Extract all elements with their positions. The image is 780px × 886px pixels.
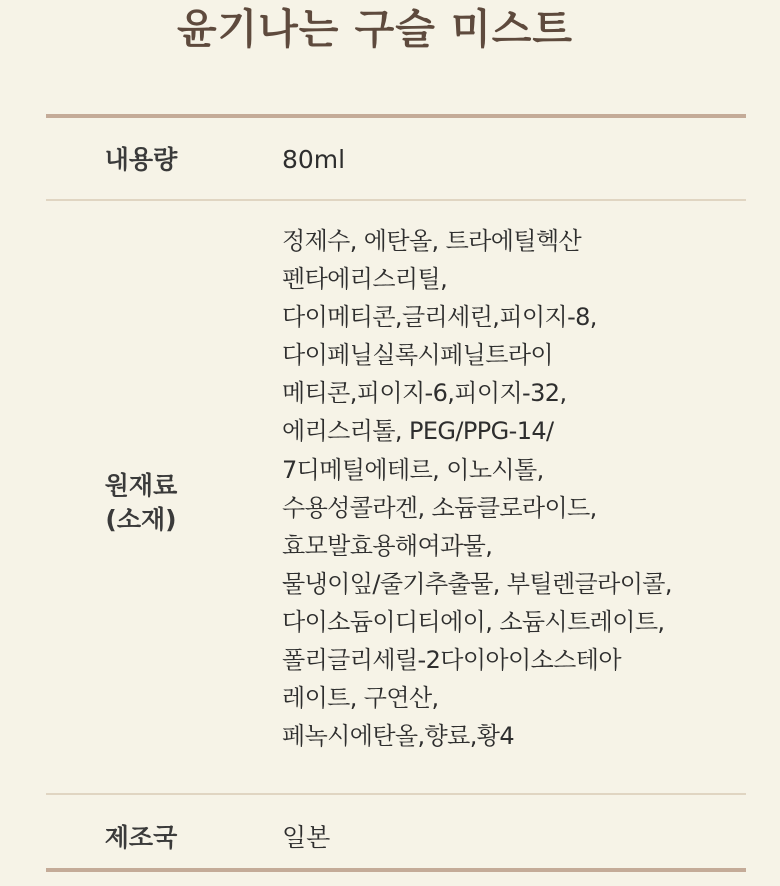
ingredient-line: 7디메틸에테르, 이노시톨,	[282, 455, 544, 484]
ingredient-line: 다이소듐이디티에이, 소듐시트레이트,	[282, 607, 665, 636]
ingredients-list	[282, 222, 752, 755]
volume-label: 내용량	[104, 145, 178, 174]
ingredient-line: 물냉이잎/줄기추출물, 부틸렌글라이콜,	[282, 569, 672, 598]
ingredients-label-line1: 원재료	[104, 471, 178, 500]
ingredients-label	[46, 469, 236, 537]
ingredients-label-line2: (소재)	[105, 505, 177, 534]
ingredient-line: 펜타에리스리틸,	[282, 265, 448, 294]
volume-value: 80ml	[282, 145, 346, 174]
ingredient-line: 효모발효용해여과물,	[282, 531, 493, 560]
ingredient-line: 페녹시에탄올,향료,황4	[282, 722, 514, 751]
row-divider-2	[46, 793, 746, 795]
table-bottom-border	[46, 868, 746, 872]
row-divider-1	[46, 199, 746, 201]
ingredient-line: 다이메티콘,글리세린,피이지-8,	[282, 303, 597, 332]
origin-value: 일본	[282, 823, 331, 852]
product-title: 윤기나는 구슬 미스트	[176, 5, 573, 53]
ingredient-line: 다이페닐실록시페닐트라이	[282, 341, 554, 370]
ingredient-line: 메티콘,피이지-6,피이지-32,	[282, 379, 567, 408]
origin-label: 제조국	[104, 823, 178, 852]
ingredient-line: 정제수, 에탄올, 트라에틸헥산	[282, 227, 582, 255]
ingredient-line: 에리스리톨, PEG/PPG-14/	[282, 417, 554, 446]
table-top-border	[46, 114, 746, 118]
ingredient-line: 레이트, 구연산,	[282, 684, 439, 713]
ingredient-line: 폴리글리세릴-2다이아이소스테아	[282, 646, 621, 675]
ingredient-line: 수용성콜라겐, 소듐클로라이드,	[282, 493, 597, 522]
